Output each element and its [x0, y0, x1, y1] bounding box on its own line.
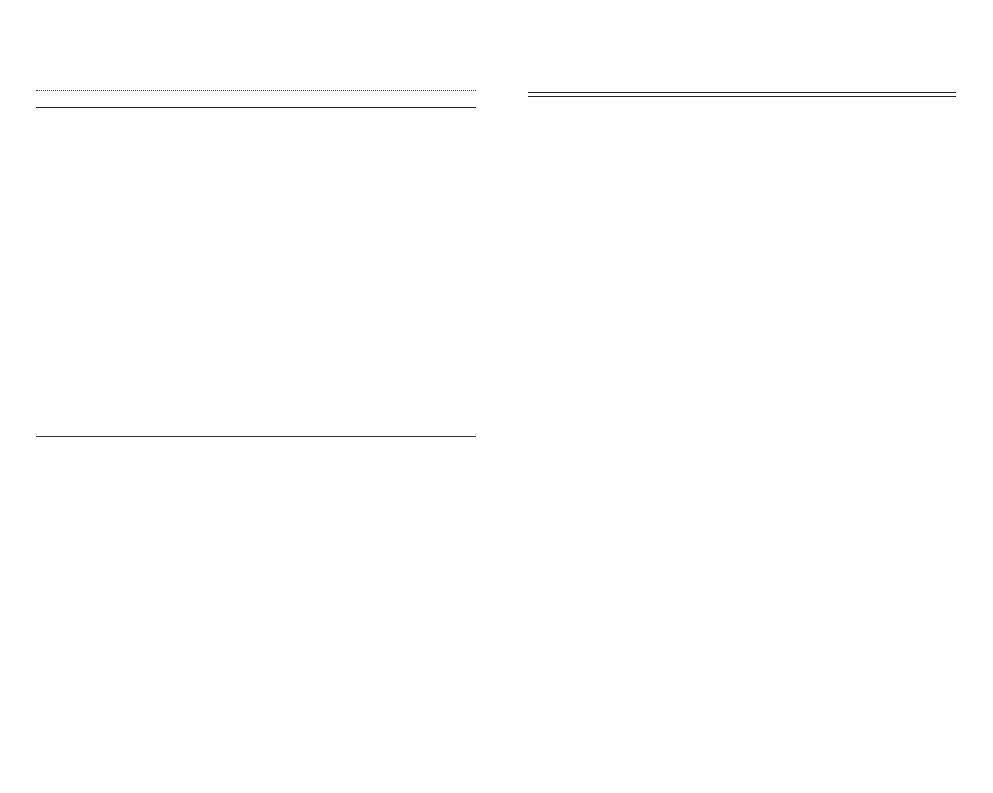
divider: [528, 96, 956, 97]
divider: [528, 92, 956, 93]
sermon-heading: [528, 112, 956, 134]
divider: [36, 90, 476, 91]
divider: [36, 107, 476, 108]
divider: [36, 436, 476, 437]
